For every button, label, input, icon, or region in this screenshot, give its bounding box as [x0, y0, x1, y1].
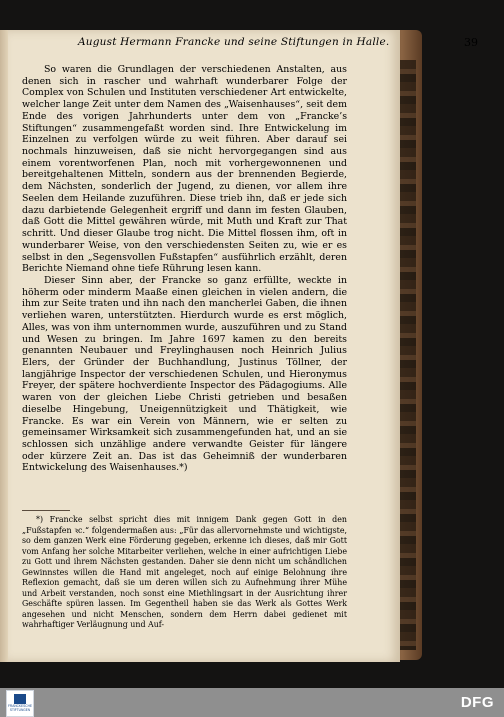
body-text [22, 64, 347, 474]
library-logo[interactable] [6, 690, 34, 717]
library-logo-text: FRANCKESCHE STIFTUNGEN [7, 704, 33, 712]
footnote-text: *) Francke selbst spricht dies mit innigem Dank gegen Gott in den „Fußstapfen ꝛc.“ folgendermaßen aus: „Für das allervornehmste und wichtigste, so dem ganzen Werk eine Förderung gegeben, erkenne ich dieses, daß mir Gott vom Anfang her solche Mitarbeiter verliehen, welche in einer aufrichtigen Liebe zu Gott und ihrem Nächsten gestanden. Daher sie denn nicht um schändlichen Gewinnstes willen die Hand mit angeleget, noch auf einige Belohnung ihre Reflexion gemacht, daß sie um deren willen sich zu Aufnehmung ihrer Mühe und Arbeit verstanden, noch sonst eine Miethlingsart in der Ausrichtung ihrer Geschäfte spüren lassen. Im Gegentheil haben sie das Werk als Gottes Werk angesehen und nicht Menschen, sondern dem Herrn dabei gedienet mit wahrhaftiger Verläugnung und Auf- [22, 515, 347, 629]
dfg-logo[interactable]: DFG [460, 694, 494, 711]
page-edges [398, 60, 416, 650]
paragraph: So waren die Grundlagen der verschiedenen Anstalten, aus denen sich in rascher und wahrhaft wunderbarer Folge der Complex von Schulen und Instituten verschiedener Art entwickelte, welcher lange Zeit unter dem Namen des „Waisenhauses“, seit dem Ende des vorigen Jahrhunderts unter dem von „Francke’s Stiftungen“ zusammengefaßt worden sind. Ihre Entwickelung im Einzelnen zu verfolgen würde zu weit führen. Aber darauf sei nochmals hinzuweisen, daß sie nicht hervorgegangen sind aus einem vorentworfenen Plan, noch mit vorhergewonnenen und bereitgehaltenen Mitteln, sondern aus der brennenden Begierde, dem Nächsten, sonderlich der Jugend, zu dienen, vor allem ihre Seelen dem Heilande zuzuführen. Diese trieb ihn, daß er jede sich dazu darbietende Gelegenheit ergriff und dann im festen Glauben, daß Gott die Mittel gewähren würde, mit Muth und Kraft zur That schritt. Und dieser Glaube trog nicht. Die Mittel flossen ihm, oft in wunderbarer Weise, von den verschiedensten Seiten zu, wie er es selbst in den „Segensvollen Fußstapfen“ ausführlich erzählt, deren Berichte Niemand ohne tiefe Rührung lesen kann. [22, 64, 347, 275]
library-logo-mark [14, 694, 26, 704]
footnote-divider [22, 510, 70, 511]
paragraph: Dieser Sinn aber, der Francke so ganz erfüllte, weckte in höherm oder minderm Maaße einen gleichen in vielen andern, die ihm zur Seite traten und ihn nach den mancherlei Gaben, die ihnen verliehen waren, unterstützten. Hierdurch wurde es erst möglich, Alles, was von ihm unternommen wurde, auszuführen und zu Stand und Wesen zu bringen. Im Jahre 1697 kamen zu den bereits genannten Neubauer und Freylinghausen noch Heinrich Julius Elers, der Gründer der Buchhandlung, Justinus Töllner, der langjährige Inspector der verschiedenen Schulen, und Hieronymus Freyer, der spätere hochverdiente Inspector des Pädagogiums. Alle waren von der gleichen Liebe Christi getrieben und besaßen dieselbe Hingebung, Uneigennützigkeit und Thätigkeit, wie Francke. Es war ein Verein von Männern, wie er selten zu gemeinsamer Wirksamkeit sich zusammengefunden hat, und an sie schlossen sich unzählige andere verwandte Geister für längere oder kürzere Zeit an. Das ist das Geheimniß der wunderbaren Entwickelung des Waisenhauses.*) [22, 274, 347, 474]
footnote [22, 515, 347, 631]
viewer-footer [0, 688, 504, 717]
page-number: 39 [464, 36, 478, 49]
running-header [30, 36, 478, 52]
running-title: August Hermann Francke und seine Stiftungen in Halle. [78, 36, 390, 48]
